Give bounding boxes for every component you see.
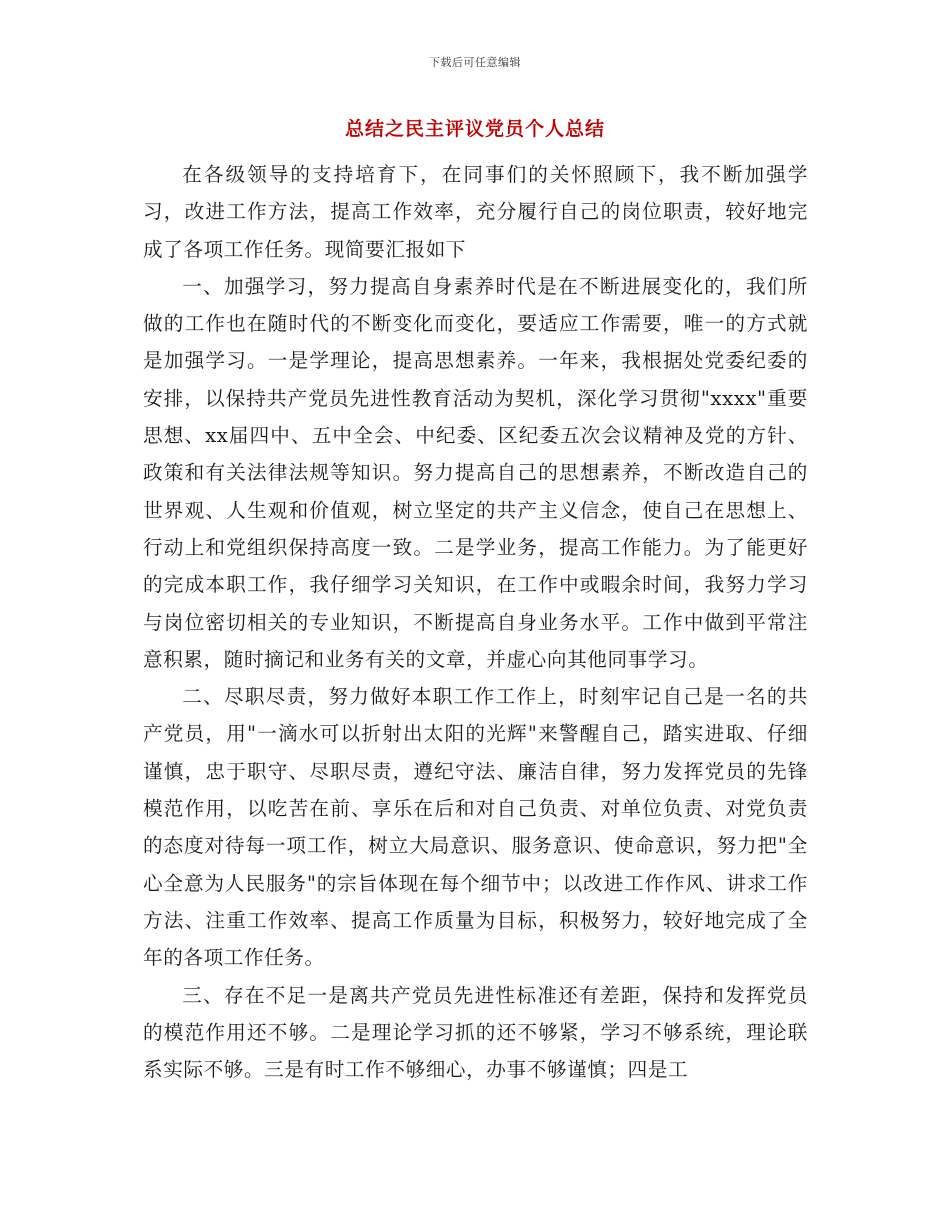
header-note: 下载后可任意编辑	[429, 56, 521, 69]
paragraph-section-3: 三、存在不足一是离共产党员先进性标准还有差距，保持和发挥党员的模范作用还不够。二是理论学习抓的还不够紧，学习不够系统，理论联系实际不够。三是有时工作不够细心，办事不够谨慎；四是工	[143, 983, 808, 1082]
document-title: 总结之民主评议党员个人总结	[344, 118, 605, 140]
paragraph-section-2: 二、尽职尽责，努力做好本职工作工作上，时刻牢记自己是一名的共产党员，用"一滴水可以折射出太阳的光辉"来警醒自己，踏实进取、仔细谨慎，忠于职守、尽职尽责，遵纪守法、廉洁自律，努力发挥党员的先锋模范作用，以吃苦在前、享乐在后和对自己负责、对单位负责、对党负责的态度对待每一项工作，树立大局意识、服务意识、使命意识，努力把"全心全意为人民服务"的宗旨体现在每个细节中；以改进工作作风、讲求工作方法、注重工作效率、提高工作质量为目标，积极努力，较好地完成了全年的各项工作任务。	[143, 685, 808, 970]
document-body	[143, 156, 808, 1088]
paragraph-section-1: 一、加强学习，努力提高自身素养时代是在不断进展变化的，我们所做的工作也在随时代的不断变化而变化，要适应工作需要，唯一的方式就是加强学习。一是学理论，提高思想素养。一年来，我根据处党委纪委的安排，以保持共产党员先进性教育活动为契机，深化学习贯彻"xxxx"重要思想、xx届四中、五中全会、中纪委、区纪委五次会议精神及党的方针、政策和有关法律法规等知识。努力提高自己的思想素养，不断改造自己的世界观、人生观和价值观，树立坚定的共产主义信念，使自己在思想上、行动上和党组织保持高度一致。二是学业务，提高工作能力。为了能更好的完成本职工作，我仔细学习关知识，在工作中或暇余时间，我努力学习与岗位密切相关的专业知识，不断提高自身业务水平。工作中做到平常注意积累，随时摘记和业务有关的文章，并虚心向其他同事学习。	[143, 274, 808, 671]
paragraph-intro: 在各级领导的支持培育下，在同事们的关怀照顾下，我不断加强学习，改进工作方法，提高工作效率，充分履行自己的岗位职责，较好地完成了各项工作任务。现简要汇报如下	[143, 163, 808, 261]
